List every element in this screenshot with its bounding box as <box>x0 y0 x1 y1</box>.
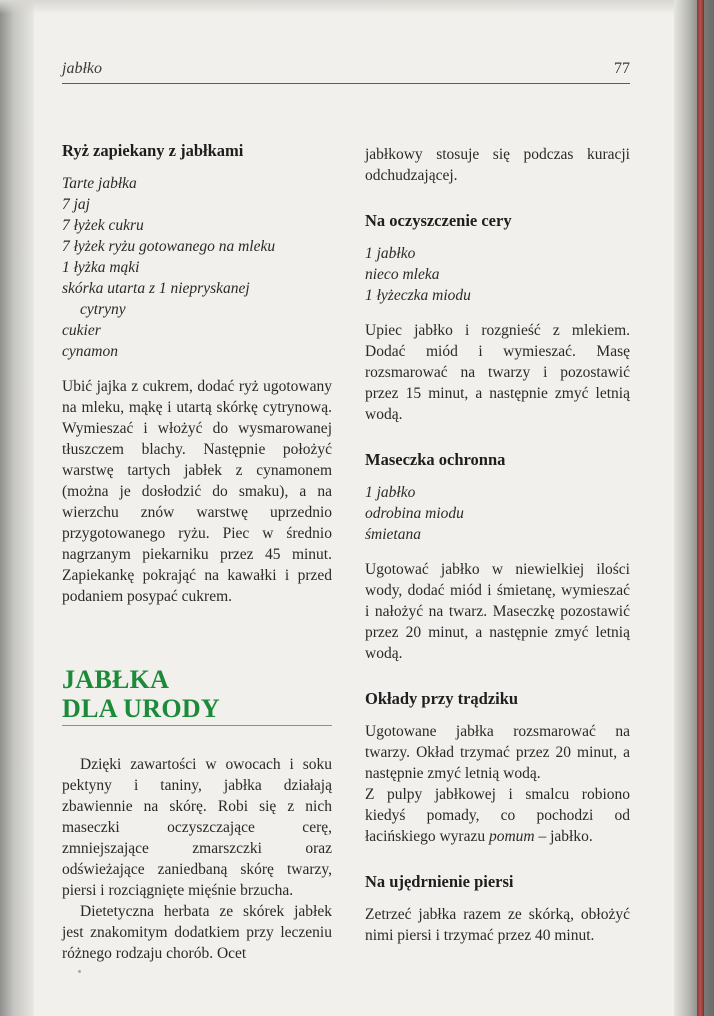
left-column <box>62 140 332 964</box>
recipe-title: Na ujędrnienie piersi <box>365 872 514 891</box>
ingredient: 1 jabłko <box>365 484 416 501</box>
header-rule <box>62 83 630 84</box>
body-paragraph: Dzięki zawartości w owocach i soku pektyny i taniny, jabłka działają zbawiennie na skórę. Robi się z nich maseczki oczyszczające cerę, zmniejszające zmarszczki oraz odświeżające zaniedbaną skórę twarzy, piersi i rozciągnięte mięśnie brzucha. <box>62 756 332 899</box>
ingredient-list <box>365 243 630 306</box>
running-head <box>62 60 630 78</box>
right-column <box>365 144 630 970</box>
recipe-title: Maseczka ochronna <box>365 450 506 469</box>
ingredient: 1 łyżeczka miodu <box>365 287 471 304</box>
recipe-maseczka <box>365 449 630 664</box>
ingredient: 1 jabłko <box>365 245 416 262</box>
ingredient: skórka utarta z 1 niepryskanej <box>62 280 250 297</box>
body-paragraph <box>365 784 630 847</box>
body-paragraph: jabłkowy stosuje się podczas kuracji odchudzającej. <box>365 146 630 184</box>
recipe-tradzik <box>365 688 630 847</box>
ingredient: 1 łyżka mąki <box>62 259 140 276</box>
ingredient-list <box>365 482 630 545</box>
ingredient-list <box>62 173 332 362</box>
section-title: jabłko <box>62 60 102 77</box>
body-paragraph: Dietetyczna herbata ze skórek jabłek jest znakomitym dodatkiem przy leczeniu różnego rodzaju chorób. Ocet <box>62 903 332 962</box>
recipe-piersi <box>365 871 630 946</box>
ingredient: odrobina miodu <box>365 505 464 522</box>
ingredient: cynamon <box>62 343 118 360</box>
section-heading-rule <box>62 725 332 726</box>
recipe-title: Okłady przy trądziku <box>365 689 519 708</box>
section-heading-line: JABŁKA <box>62 665 170 694</box>
text-run: Z pulpy jabłkowej i smalcu robiono kiedyś pomady, co pochodzi od łacińskiego wyrazu <box>365 786 630 845</box>
recipe-instructions: Ubić jajka z cukrem, dodać ryż ugotowany na mleku, mąkę i utartą skórkę cytrynową. Wymieszać i włożyć do wysmarowanej tłuszczem blachy. Następnie położyć warstwę tartych jabłek z cynamonem (można je dosłodzić do smaku), a na wierzchu znów warstwę uprzednio przygotowanego ryżu. Piec w średnio nagrzanym piekarniku przez 45 minut. Zapiekankę pokrająć na kawałki i przed podaniem posypać cukrem. <box>62 378 332 605</box>
recipe-instructions: Zetrzeć jabłka razem ze skórką, obłożyć nimi piersi i trzymać przez 40 minut. <box>365 906 630 944</box>
latin-word: pomum <box>488 828 535 845</box>
ingredient: 7 jaj <box>62 196 90 213</box>
book-spine-edge <box>697 0 704 1016</box>
section-heading-line: DLA URODY <box>62 694 220 723</box>
recipe-instructions: Ugotować jabłko w niewielkiej ilości wody, dodać miód i śmietanę, wymieszać i nałożyć na twarz. Maseczkę pozostawić przez 20 minut, a następnie zmyć letnią wodą. <box>365 561 630 662</box>
recipe-instructions: Ugotowane jabłka rozsmarować na twarzy. Okład trzymać przez 20 minut, a następnie zmyć letnią wodą. <box>365 723 630 782</box>
page-edge-right <box>674 0 714 1016</box>
ingredient: śmietana <box>365 526 421 543</box>
continued-text <box>365 144 630 186</box>
ingredient: cukier <box>62 322 101 339</box>
print-speck <box>78 970 81 973</box>
ingredient: Tarte jabłka <box>62 175 137 192</box>
ingredient: cytryny <box>80 301 126 318</box>
recipe-cera <box>365 210 630 425</box>
recipe-title: Ryż zapiekany z jabłkami <box>62 141 244 160</box>
recipe-instructions: Upiec jabłko i rozgnieść z mlekiem. Dodać miód i wymieszać. Masę rozsmarować na twarzy i pozostawić przez 15 minut, a następnie zmyć letnią wodą. <box>365 322 630 423</box>
ingredient: 7 łyżek cukru <box>62 217 144 234</box>
ingredient: nieco mleka <box>365 266 440 283</box>
ingredient: 7 łyżek ryżu gotowanego na mleku <box>62 238 276 255</box>
page-number: 77 <box>614 60 630 77</box>
page-gutter-shadow <box>0 0 34 1016</box>
page-top-shadow <box>0 0 714 14</box>
section-heading <box>62 665 332 723</box>
recipe-title: Na oczyszczenie cery <box>365 211 512 230</box>
text-run: – jabłko. <box>534 828 593 845</box>
